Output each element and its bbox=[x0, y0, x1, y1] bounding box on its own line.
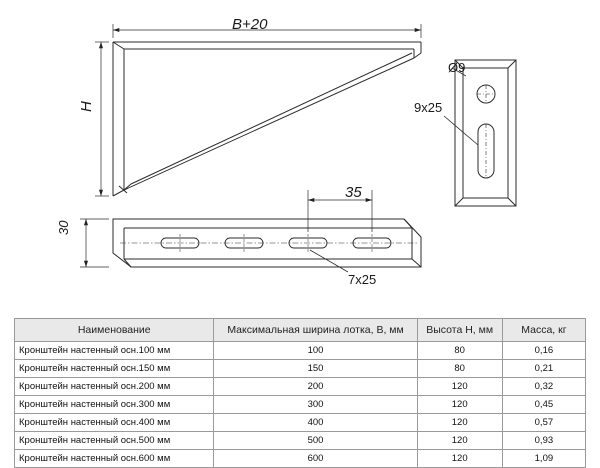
dimension-label-upper-slot: 9x25 bbox=[414, 100, 443, 115]
dimension-label-profile-height: 30 bbox=[56, 220, 71, 235]
cell-height: 120 bbox=[417, 396, 502, 414]
column-header-name: Наименование bbox=[15, 319, 214, 342]
table-row bbox=[15, 396, 586, 414]
cell-name: Кронштейн настенный осн.200 мм bbox=[15, 378, 214, 396]
table-row bbox=[15, 342, 586, 360]
cell-max-width: 300 bbox=[214, 396, 417, 414]
cell-height: 120 bbox=[417, 432, 502, 450]
dimension-label-slot-pitch: 35 bbox=[345, 184, 362, 201]
cell-max-width: 400 bbox=[214, 414, 417, 432]
cell-height: 120 bbox=[417, 414, 502, 432]
column-header-mass: Масса, кг bbox=[502, 319, 585, 342]
cell-max-width: 500 bbox=[214, 432, 417, 450]
cell-mass: 0,21 bbox=[502, 360, 585, 378]
specification-table-wrapper bbox=[14, 318, 586, 468]
column-header-max-width: Максимальная ширина лотка, B, мм bbox=[214, 319, 417, 342]
cell-height: 120 bbox=[417, 450, 502, 468]
dimension-label-lower-slot: 7x25 bbox=[348, 272, 377, 287]
cell-max-width: 600 bbox=[214, 450, 417, 468]
specification-table bbox=[14, 318, 586, 468]
table-row bbox=[15, 378, 586, 396]
cell-height: 80 bbox=[417, 342, 502, 360]
cell-mass: 0,93 bbox=[502, 432, 585, 450]
cell-max-width: 200 bbox=[214, 378, 417, 396]
cell-name: Кронштейн настенный осн.600 мм bbox=[15, 450, 214, 468]
cell-name: Кронштейн настенный осн.100 мм bbox=[15, 342, 214, 360]
cell-mass: 0,45 bbox=[502, 396, 585, 414]
cell-max-width: 150 bbox=[214, 360, 417, 378]
cell-mass: 0,32 bbox=[502, 378, 585, 396]
table-row bbox=[15, 450, 586, 468]
table-header-row bbox=[15, 319, 586, 342]
cell-max-width: 100 bbox=[214, 342, 417, 360]
dimension-label-hole-diameter: Ø9 bbox=[448, 60, 466, 75]
cell-name: Кронштейн настенный осн.400 мм bbox=[15, 414, 214, 432]
cell-name: Кронштейн настенный осн.300 мм bbox=[15, 396, 214, 414]
dimension-label-height: H bbox=[78, 101, 95, 112]
cell-mass: 0,16 bbox=[502, 342, 585, 360]
cell-mass: 1,09 bbox=[502, 450, 585, 468]
column-header-height: Высота H, мм bbox=[417, 319, 502, 342]
cell-mass: 0,57 bbox=[502, 414, 585, 432]
cell-height: 80 bbox=[417, 360, 502, 378]
table-row bbox=[15, 414, 586, 432]
cell-name: Кронштейн настенный осн.500 мм bbox=[15, 432, 214, 450]
table-row bbox=[15, 360, 586, 378]
cell-name: Кронштейн настенный осн.150 мм bbox=[15, 360, 214, 378]
cell-height: 120 bbox=[417, 378, 502, 396]
dimension-label-width: B+20 bbox=[232, 16, 268, 33]
table-row bbox=[15, 432, 586, 450]
